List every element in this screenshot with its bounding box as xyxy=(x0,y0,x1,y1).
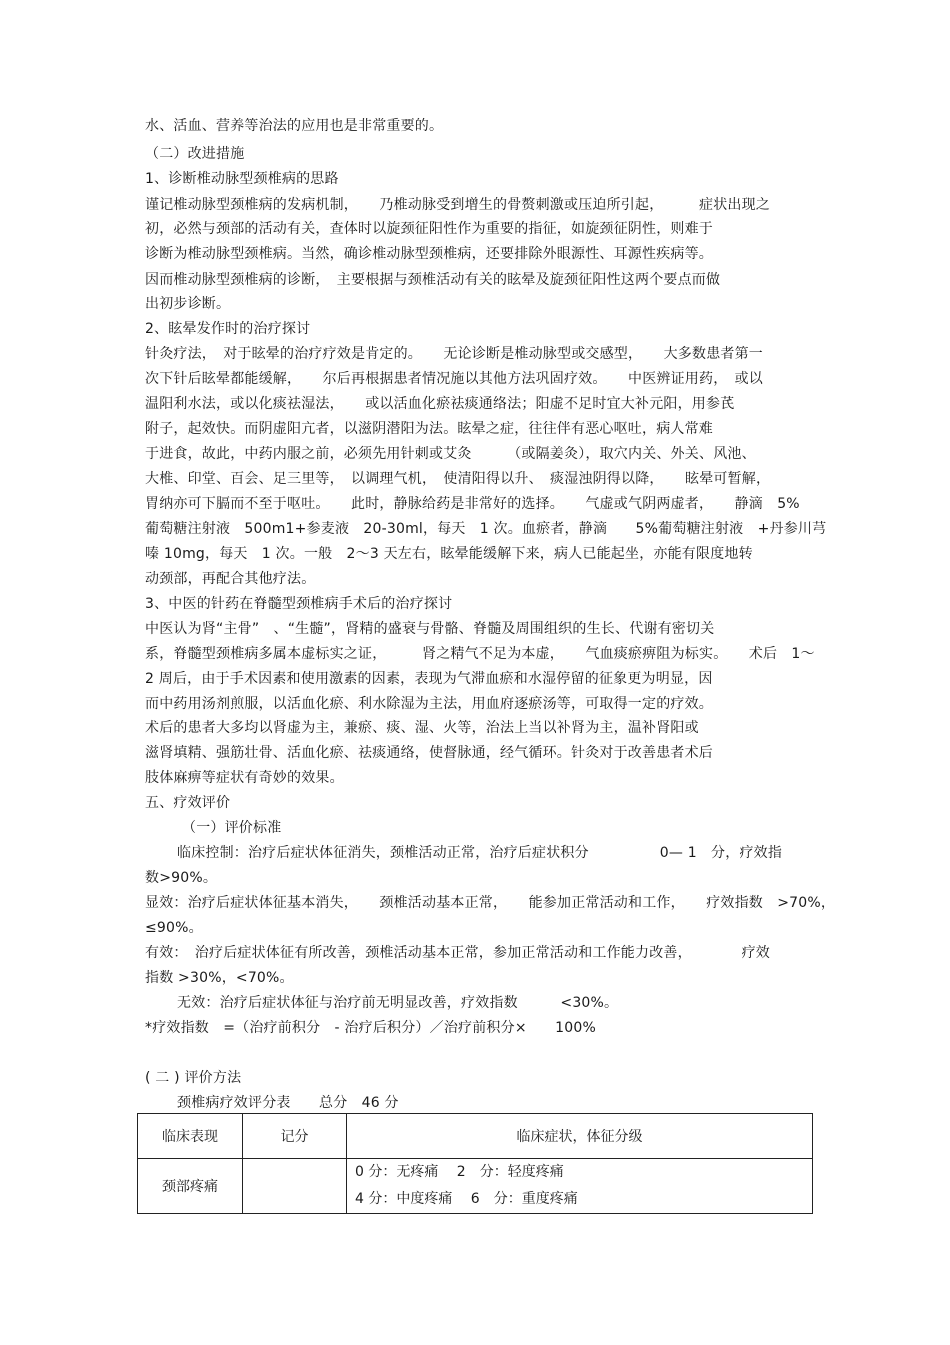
paragraph-line: 肢体麻痹等症状有奇妙的效果。 xyxy=(145,770,344,786)
subsection-heading: 1、诊断椎动脉型颈椎病的思路 xyxy=(145,171,339,187)
paragraph-line: 术后的患者大多均以肾虚为主，兼瘀、痰、湿、火等，治法上当以补肾为主，温补肾阳或 xyxy=(145,720,699,736)
score-table xyxy=(137,1113,813,1214)
paragraph-line: 有效： 治疗后症状体征有所改善，颈椎活动基本正常，参加正常活动和工作能力改善， 疗效 xyxy=(145,945,770,961)
table-cell-score xyxy=(243,1159,347,1214)
paragraph-line: 中医认为肾“主骨” 、“生髓”，肾精的盛衰与骨骼、脊髓及周围组织的生长、代谢有密切关 xyxy=(145,621,715,637)
paragraph-line: 而中药用汤剂煎服，以活血化瘀、利水除湿为主法，用血府逐瘀汤等，可取得一定的疗效。 xyxy=(145,696,713,712)
table-cell-item: 颈部疼痛 xyxy=(138,1159,243,1214)
paragraph-line: ≤90%。 xyxy=(145,920,203,936)
formula-line: *疗效指数 =（治疗前积分 - 治疗后积分）／治疗前积分× 100% xyxy=(145,1020,596,1036)
table-cell-grades xyxy=(347,1159,813,1214)
paragraph-line: 葡萄糖注射液 500m1+参麦液 20-30ml，每天 1 次。血瘀者，静滴 5%葡萄糖注射液 +丹参川芎 xyxy=(145,521,827,537)
paragraph-line: 初，必然与颈部的活动有关，查体时以旋颈征阳性作为重要的指征，如旋颈征阴性，则难于 xyxy=(145,221,713,237)
paragraph-line: 附子，起效快。而阴虚阳亢者，以滋阴潜阳为法。眩晕之症，往往伴有恶心呕吐，病人常难 xyxy=(145,421,713,437)
paragraph-line: 胃纳亦可下膈而不至于呕吐。 此时，静脉给药是非常好的选择。 气虚或气阴两虚者， 静滴 5% xyxy=(145,496,800,512)
grade-line: 0 分：无疼痛 2 分：轻度疼痛 xyxy=(355,1164,564,1180)
paragraph-line: 温阳利水法，或以化痰祛湿法， 或以活血化瘀祛痰通络法；阳虚不足时宜大补元阳，用参芪 xyxy=(145,396,735,412)
paragraph-line: 出初步诊断。 xyxy=(145,296,231,312)
table-header-cell: 记分 xyxy=(243,1114,347,1159)
paragraph-line: 滋肾填精、强筋壮骨、活血化瘀、祛痰通络，使督脉通，经气循环。针灸对于改善患者术后 xyxy=(145,745,713,761)
paragraph-line: 临床控制：治疗后症状体征消失，颈椎活动正常，治疗后症状积分 0— 1 分，疗效指 xyxy=(177,845,783,861)
paragraph-line: 谨记椎动脉型颈椎病的发病机制， 乃椎动脉受到增生的骨赘刺激或压迫所引起， 症状出现之 xyxy=(145,197,770,213)
paragraph-line: 无效：治疗后症状体征与治疗前无明显改善，疗效指数 <30%。 xyxy=(177,995,619,1011)
subsection-heading: 3、中医的针药在脊髓型颈椎病手术后的治疗探讨 xyxy=(145,596,453,612)
paragraph-line: 大椎、印堂、百会、足三里等， 以调理气机， 使清阳得以升、 痰湿浊阴得以降， 眩晕可暂解， xyxy=(145,471,771,487)
paragraph-line: 诊断为椎动脉型颈椎病。当然，确诊椎动脉型颈椎病，还要排除外眼源性、耳源性疾病等。 xyxy=(145,246,713,262)
paragraph-line: 数>90%。 xyxy=(145,870,218,886)
section-heading: ( 二 ) 评价方法 xyxy=(145,1070,242,1086)
grade-line: 4 分：中度疼痛 6 分：重度疼痛 xyxy=(355,1191,578,1207)
paragraph-line: 系，脊髓型颈椎病多属本虚标实之证， 肾之精气不足为本虚， 气血痰瘀痹阻为标实。 术后 1～ xyxy=(145,646,815,662)
paragraph-line: 动颈部，再配合其他疗法。 xyxy=(145,571,316,587)
table-header-row xyxy=(138,1114,813,1159)
paragraph-line: 水、活血、营养等治法的应用也是非常重要的。 xyxy=(145,118,444,134)
subsection-heading: 2、眩晕发作时的治疗探讨 xyxy=(145,321,311,337)
section-heading: 五、疗效评价 xyxy=(145,795,231,811)
paragraph-line: 指数 >30%，<70%。 xyxy=(145,970,294,986)
table-row xyxy=(138,1159,813,1214)
paragraph-line: 显效：治疗后症状体征基本消失， 颈椎活动基本正常， 能参加正常活动和工作， 疗效指数 >70%， xyxy=(145,895,836,911)
paragraph-line: 次下针后眩晕都能缓解， 尔后再根据患者情况施以其他方法巩固疗效。 中医辨证用药， 或以 xyxy=(145,371,763,387)
table-header-cell: 临床症状，体征分级 xyxy=(347,1114,813,1159)
section-heading: （二）改进措施 xyxy=(145,146,245,162)
table-caption: 颈椎病疗效评分表 总分 46 分 xyxy=(177,1095,399,1111)
paragraph-line: 嗪 10mg，每天 1 次。一般 2～3 天左右，眩晕能缓解下来，病人已能起坐，亦能有限度地转 xyxy=(145,546,753,562)
paragraph-line: 2 周后，由于手术因素和使用激素的因素，表现为气滞血瘀和水湿停留的征象更为明显，因 xyxy=(145,671,713,687)
paragraph-line: 针灸疗法， 对于眩晕的治疗疗效是肯定的。 无论诊断是椎动脉型或交感型， 大多数患者第一 xyxy=(145,346,763,362)
section-heading: （一）评价标准 xyxy=(182,820,282,836)
paragraph-line: 于进食，故此，中药内服之前，必须先用针刺或艾灸 （或隔姜灸），取穴内关、外关、风池、 xyxy=(145,446,756,462)
paragraph-line: 因而椎动脉型颈椎病的诊断， 主要根据与颈椎活动有关的眩晕及旋颈征阳性这两个要点而做 xyxy=(145,272,721,288)
table-header-cell: 临床表现 xyxy=(138,1114,243,1159)
